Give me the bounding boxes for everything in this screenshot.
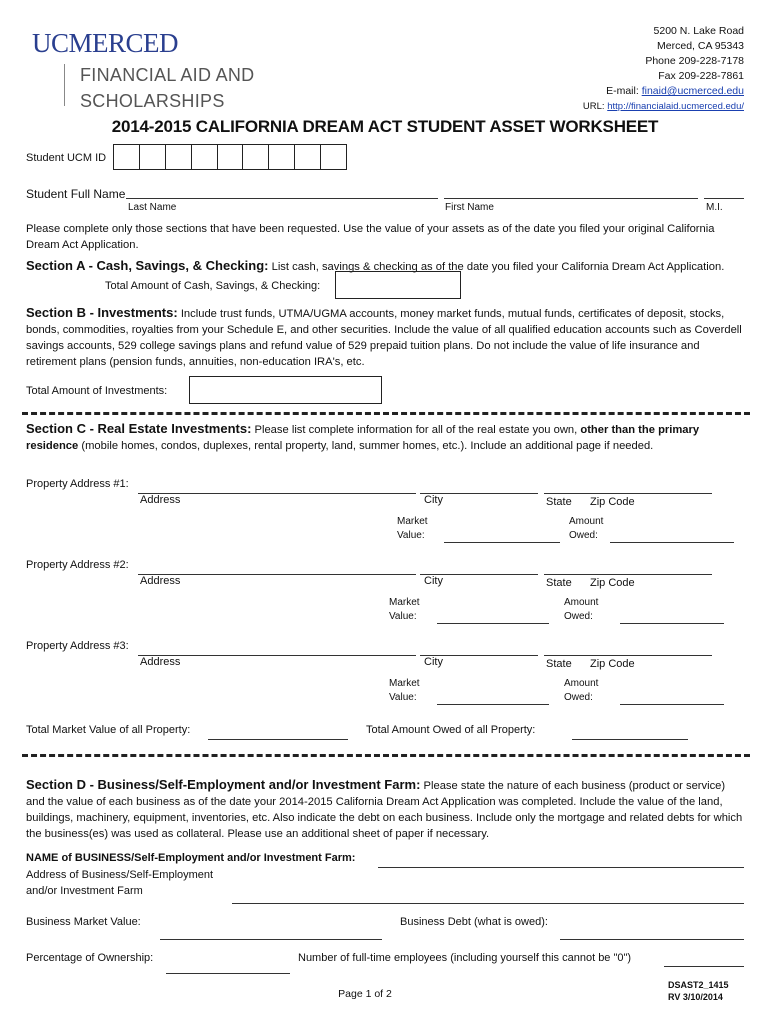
amount-word: Amount xyxy=(564,678,599,689)
market-word: Market xyxy=(389,597,420,608)
investments-total-label: Total Amount of Investments: xyxy=(26,385,168,397)
city-caption: City xyxy=(424,575,443,587)
section-b-text: Include trust funds, UTMA/UGMA accounts, money market funds, mutual funds, certificates of deposit, stocks, bonds, commodities, royalties from your Schedule E, and other securities. Include the value of all qualified education accounts such as Coverdell savings accounts, 529 college savings plans and refund value of 529 prepaid tuition plans. Do not include the value of life insurance and retirement plans (pension funds, annuities, non-education IRA's, etc. xyxy=(26,308,742,368)
section-b-heading: Section B - Investments: xyxy=(26,305,178,320)
intro-text: Please complete only those sections that have been requested. Use the value of your assets as of the date you filed your original California Dream Act Application. xyxy=(26,223,715,251)
first-name-caption: First Name xyxy=(445,202,494,213)
form-code-id: DSAST2_1415 xyxy=(668,980,729,990)
property-2-owed-field[interactable] xyxy=(620,623,724,624)
city-caption: City xyxy=(424,656,443,668)
section-d-heading: Section D - Business/Self-Employment and/or Investment Farm: xyxy=(26,777,421,792)
form-code xyxy=(668,979,729,1003)
url-line xyxy=(583,99,744,114)
email-label: E-mail: xyxy=(606,85,639,97)
market-value-caption xyxy=(389,677,420,705)
mi-caption: M.I. xyxy=(706,202,723,213)
section-a-heading: Section A - Cash, Savings, & Checking: xyxy=(26,258,269,273)
amount-word: Amount xyxy=(569,516,604,527)
property-3-label: Property Address #3: xyxy=(26,640,129,652)
last-name-caption: Last Name xyxy=(128,202,177,213)
property-2-state-zip-field[interactable] xyxy=(544,574,712,575)
dept-line-2: SCHOLARSHIPS xyxy=(80,91,225,111)
business-address-label-1: Address of Business/Self-Employment xyxy=(26,869,214,881)
business-address-label-2: and/or Investment Farm xyxy=(26,885,143,897)
section-divider xyxy=(22,412,750,415)
last-name-field[interactable] xyxy=(126,198,438,199)
ucm-id-input[interactable] xyxy=(113,144,347,170)
total-market-field[interactable] xyxy=(208,739,348,740)
owed-word: Owed: xyxy=(564,611,593,622)
first-name-field[interactable] xyxy=(444,198,698,199)
business-name-field[interactable] xyxy=(378,867,744,868)
department-name xyxy=(80,62,254,114)
section-c-text-2: (mobile homes, condos, duplexes, rental property, land, summer homes, etc.). Include an additional page if needed. xyxy=(81,440,654,452)
section-a-text: List cash, savings & checking as of the date you filed your California Dream Act Application. xyxy=(271,261,725,273)
phone-line: Phone 209-228-7178 xyxy=(645,55,744,67)
page-title: 2014-2015 CALIFORNIA DREAM ACT STUDENT ASSET WORKSHEET xyxy=(111,117,659,136)
property-1-label: Property Address #1: xyxy=(26,478,129,490)
property-1-market-field[interactable] xyxy=(444,542,560,543)
employees-label: Number of full-time employees (including yourself this cannot be "0") xyxy=(298,952,632,964)
state-caption: State xyxy=(546,658,572,670)
address-caption: Address xyxy=(140,575,181,587)
value-word: Value: xyxy=(389,692,417,703)
zip-caption: Zip Code xyxy=(590,658,635,670)
business-name-label: NAME of BUSINESS/Self-Employment and/or Investment Farm: xyxy=(26,852,356,864)
market-value-caption xyxy=(389,596,420,624)
owed-word: Owed: xyxy=(564,692,593,703)
section-d xyxy=(26,777,746,842)
investments-total-input[interactable] xyxy=(189,376,382,404)
ucmerced-logo: UCMERCED xyxy=(32,28,179,58)
address-caption: Address xyxy=(140,656,181,668)
employees-field[interactable] xyxy=(664,966,744,967)
page-number: Page 1 of 2 xyxy=(338,988,392,1000)
property-1-owed-field[interactable] xyxy=(610,542,734,543)
section-c-text-1: Please list complete information for all of the real estate you own, xyxy=(254,424,578,436)
address-line: 5200 N. Lake Road xyxy=(653,25,744,37)
section-c-text-bold: other than the primary residence xyxy=(26,424,700,452)
business-address-field[interactable] xyxy=(232,903,744,904)
business-market-value-field[interactable] xyxy=(160,939,382,940)
business-debt-label: Business Debt (what is owed): xyxy=(400,916,548,928)
market-word: Market xyxy=(389,678,420,689)
business-debt-field[interactable] xyxy=(560,939,744,940)
address-line: Merced, CA 95343 xyxy=(657,40,744,52)
url-label: URL: xyxy=(582,101,605,112)
market-value-label: Business Market Value: xyxy=(26,916,141,928)
ucm-id-label: Student UCM ID xyxy=(26,152,107,164)
amount-owed-caption xyxy=(564,596,598,624)
amount-owed-caption xyxy=(569,515,603,543)
value-word: Value: xyxy=(397,530,425,541)
zip-caption: Zip Code xyxy=(590,577,635,589)
cash-total-label: Total Amount of Cash, Savings, & Checking: xyxy=(105,280,321,292)
section-c-heading: Section C - Real Estate Investments: xyxy=(26,421,252,436)
section-c xyxy=(26,421,746,454)
total-owed-field[interactable] xyxy=(572,739,688,740)
property-1-state-zip-field[interactable] xyxy=(544,493,712,494)
dept-line-1: FINANCIAL AID AND xyxy=(80,65,255,85)
property-3-owed-field[interactable] xyxy=(620,704,724,705)
email-link[interactable]: finaid@ucmerced.edu xyxy=(641,85,744,97)
fax-line: Fax 209-228-7861 xyxy=(658,70,744,82)
section-d-text: Please state the nature of each business (product or service) and the value of each business as of the date your 2014-2015 California Dream Act Application was completed. Include the value of the land, buildings, machinery, equipment, inventories, etc. Also indicate the debt on each business. Include only the mortgage and related debts for which the business(es) was used as collateral. Please use an additional sheet of paper if necessary. xyxy=(26,780,743,840)
property-2-label: Property Address #2: xyxy=(26,559,129,571)
city-caption: City xyxy=(424,494,443,506)
value-word: Value: xyxy=(389,611,417,622)
zip-caption: Zip Code xyxy=(590,496,635,508)
ownership-field[interactable] xyxy=(166,973,290,974)
header-divider xyxy=(64,64,65,106)
owed-word: Owed: xyxy=(569,530,598,541)
market-word: Market xyxy=(397,516,428,527)
state-caption: State xyxy=(546,496,572,508)
amount-word: Amount xyxy=(564,597,599,608)
form-revision: RV 3/10/2014 xyxy=(668,992,723,1002)
amount-owed-caption xyxy=(564,677,598,705)
section-divider xyxy=(22,754,750,757)
address-caption: Address xyxy=(140,494,181,506)
url-link[interactable]: http://financialaid.ucmerced.edu/ xyxy=(607,101,744,112)
mi-field[interactable] xyxy=(704,198,744,199)
email-line xyxy=(583,84,744,99)
market-value-caption xyxy=(397,515,428,543)
section-b xyxy=(26,305,746,370)
total-owed-label: Total Amount Owed of all Property: xyxy=(366,724,536,736)
state-caption: State xyxy=(546,577,572,589)
business-address-label xyxy=(26,867,213,899)
contact-block xyxy=(583,24,744,114)
total-market-label: Total Market Value of all Property: xyxy=(26,724,191,736)
property-3-state-zip-field[interactable] xyxy=(544,655,712,656)
property-2-market-field[interactable] xyxy=(437,623,549,624)
ownership-label: Percentage of Ownership: xyxy=(26,952,154,964)
property-3-market-field[interactable] xyxy=(437,704,549,705)
full-name-label: Student Full Name xyxy=(26,187,126,201)
cash-total-input[interactable] xyxy=(335,271,461,299)
